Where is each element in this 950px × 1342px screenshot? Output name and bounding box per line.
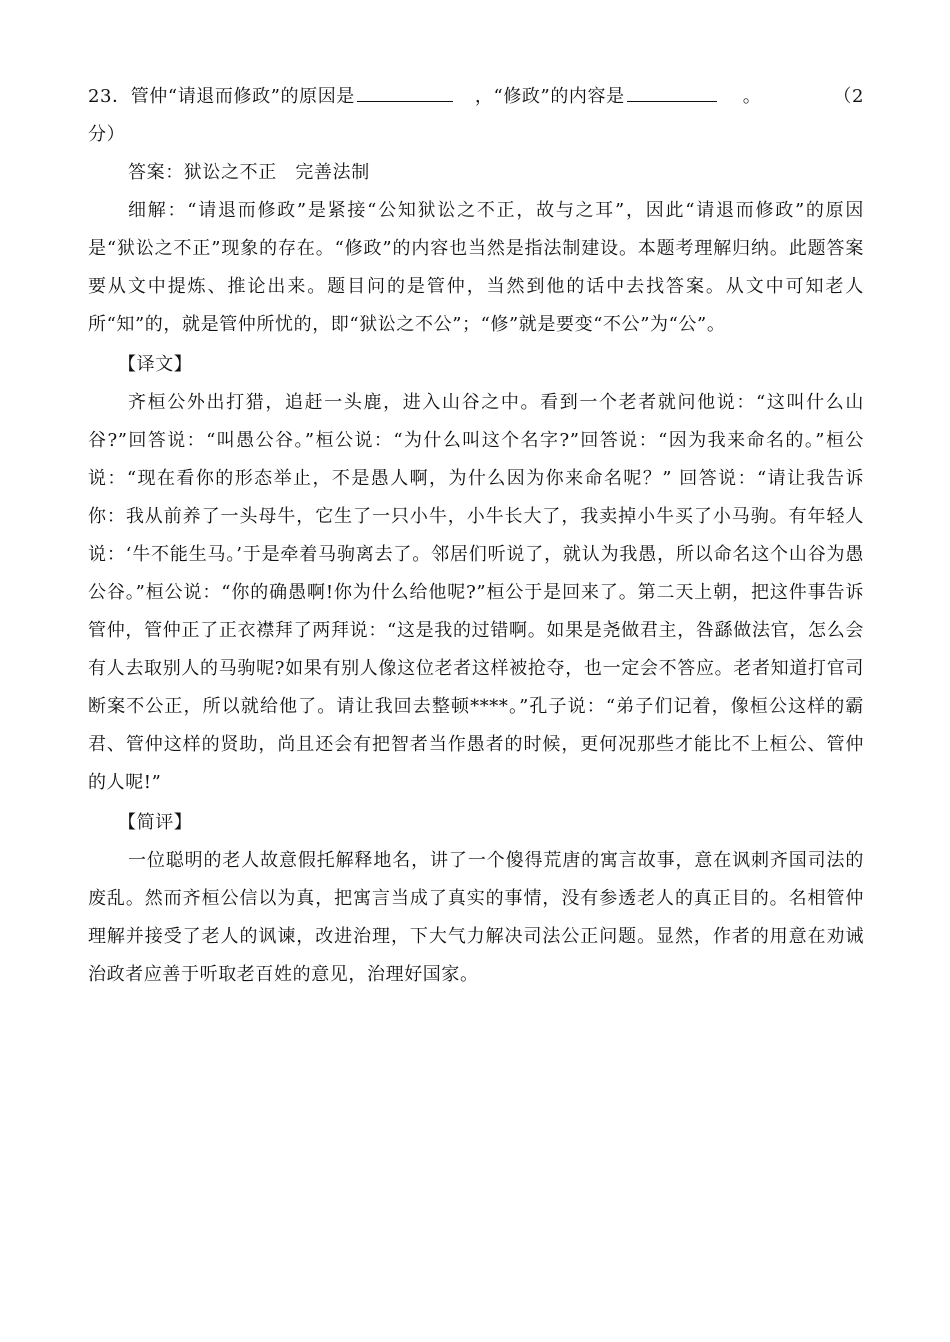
question-middle-text: ，“修政”的内容是 bbox=[474, 86, 625, 107]
translation-heading: 【译文】 bbox=[118, 354, 193, 375]
question-points-open: （2 bbox=[833, 86, 864, 107]
document-page bbox=[88, 78, 864, 994]
question-points-close: 分） bbox=[88, 124, 126, 145]
answer-blank-2 bbox=[627, 79, 717, 102]
question-end-text: 。 bbox=[742, 86, 762, 107]
translation-paragraph: 齐桓公外出打猎，追赶一头鹿，进入山谷之中。看到一个老者就问他说：“这叫什么山谷?”回答说：“叫愚公谷。”桓公说：“为什么叫这个名字?”回答说：“因为我来命名的。”桓公说：“现在看你的形态举止，不是愚人啊，为什么因为你来命名呢？” 回答说：“请让我告诉你：我从前养了一头母牛，它生了一只小牛，小牛长大了，我卖掉小牛买了小马驹。有年轻人说：‘牛不能生马。’于是牵着马驹离去了。邻居们听说了，就认为我愚，所以命名这个山谷为愚公谷。”桓公说：“你的确愚啊!你为什么给他呢?”桓公于是回来了。第二天上朝，把这件事告诉管仲，管仲正了正衣襟拜了两拜说：“这是我的过错啊。如果是尧做君主，咎繇做法官，怎么会有人去取别人的马驹呢?如果有别人像这位老者这样被抢夺，也一定会不答应。老者知道打官司断案不公正，所以就给他了。请让我回去整顿****。”孔子说：“弟子们记着，像桓公这样的霸君、管仲这样的贤助，尚且还会有把智者当作愚者的时候，更何况那些才能比不上桓公、管仲的人呢!” bbox=[88, 392, 864, 793]
answer-blank-1 bbox=[357, 79, 453, 102]
comment-paragraph: 一位聪明的老人故意假托解释地名，讲了一个傻得荒唐的寓言故事，意在讽刺齐国司法的废乱。然而齐桓公信以为真，把寓言当成了真实的事情，没有参透老人的真正目的。名相管仲理解并接受了老人的讽谏，改进治理，下大气力解决司法公正问题。显然，作者的用意在劝诫治政者应善于听取老百姓的意见，治理好国家。 bbox=[88, 850, 864, 985]
comment-heading: 【简评】 bbox=[118, 812, 193, 833]
answer-paragraph: 答案：狱讼之不正 完善法制 bbox=[128, 162, 370, 183]
question-line bbox=[88, 78, 864, 116]
question-stem bbox=[88, 78, 761, 116]
question-text: 23．管仲“请退而修政”的原因是 bbox=[88, 86, 355, 107]
explanation-paragraph: 细解：“请退而修政”是紧接“公知狱讼之不正，故与之耳”，因此“请退而修政”的原因是“狱讼之不正”现象的存在。“修政”的内容也当然是指法制建设。本题考理解归纳。此题答案要从文中提炼、推论出来。题目问的是管仲，当然到他的话中去找答案。从文中可知老人所“知”的，就是管仲所忧的，即“狱讼之不公”；“修”就是要变“不公”为“公”。 bbox=[88, 200, 864, 335]
